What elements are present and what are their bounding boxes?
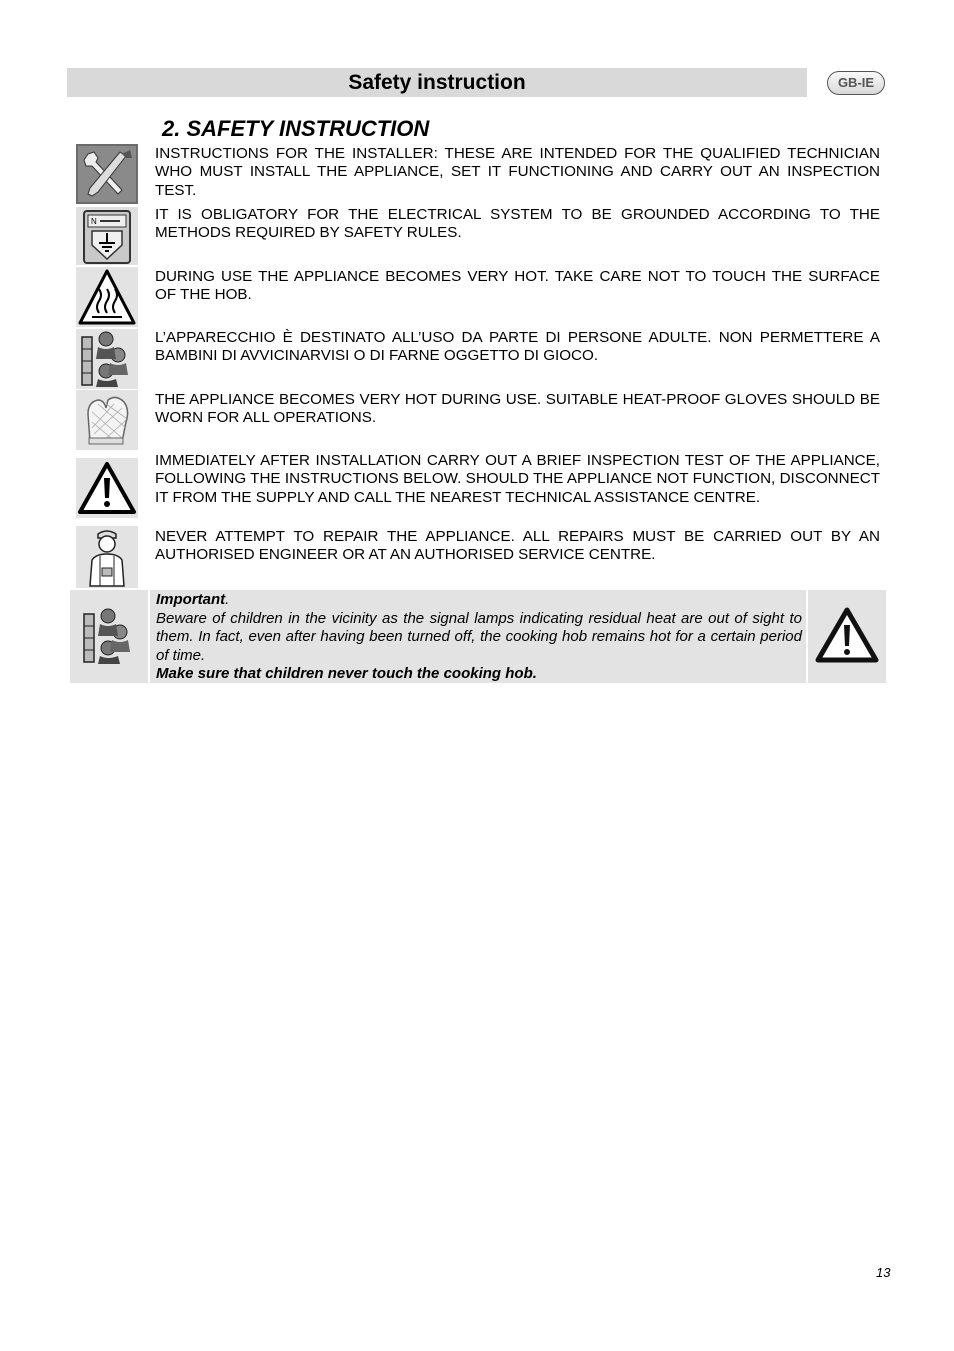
header-bar (67, 68, 807, 97)
important-text-cell (150, 590, 806, 683)
hot-surface-icon (76, 267, 138, 327)
repair-warning-text: NEVER ATTEMPT TO REPAIR THE APPLIANCE. ALL REPAIRS MUST BE CARRIED OUT BY AN AUTHORISED ENGINEER OR AT AN AUTHORISED SERVICE CENTRE. (155, 528, 880, 564)
important-title: Important (156, 591, 226, 608)
important-warning-icon-cell (808, 590, 886, 683)
technician-icon (76, 526, 138, 588)
section-title: 2. SAFETY INSTRUCTION (162, 116, 430, 141)
oven-glove-icon (76, 390, 138, 450)
children-warning-text: L’APPARECCHIO È DESTINATO ALL’USO DA PARTE DI PERSONE ADULTE. NON PERMETTERE A BAMBINI DI AVVICINARVISI O DI FARNE OGGETTO DI GIOCO. (155, 329, 880, 365)
installer-instructions-text: INSTRUCTIONS FOR THE INSTALLER: THESE ARE INTENDED FOR THE QUALIFIED TECHNICIAN WHO MUST INSTALL THE APPLIANCE, SET IT FUNCTIONING AND CARRY OUT AN INSPECTION TEST. (155, 145, 880, 199)
tools-icon (76, 144, 138, 204)
children-icon (70, 590, 148, 683)
language-badge: GB-IE (827, 71, 885, 95)
important-title-punct: . (225, 591, 230, 608)
important-notice (70, 590, 886, 683)
important-body: Beware of children in the vicinity as the signal lamps indicating residual heat are out of sight to them. In fact, even after having been turned off, the cooking hob remains hot for a certain period of time. (156, 609, 802, 664)
grounding-text: IT IS OBLIGATORY FOR THE ELECTRICAL SYSTEM TO BE GROUNDED ACCORDING TO THE METHODS REQUIRED BY SAFETY RULES. (155, 206, 880, 242)
important-children-icon-cell (70, 590, 148, 683)
heat-gloves-text: THE APPLIANCE BECOMES VERY HOT DURING USE. SUITABLE HEAT-PROOF GLOVES SHOULD BE WORN FOR ALL OPERATIONS. (155, 391, 880, 427)
ground-icon (76, 207, 138, 265)
children-icon (76, 329, 138, 389)
warning-icon (76, 458, 138, 518)
page-header-title: Safety instruction (348, 71, 526, 94)
inspection-test-text: IMMEDIATELY AFTER INSTALLATION CARRY OUT A BRIEF INSPECTION TEST OF THE APPLIANCE, FOLLOWING THE INSTRUCTIONS BELOW. SHOULD THE APPLIANCE NOT FUNCTION, DISCONNECT IT FROM THE SUPPLY AND CALL THE NEAREST TECHNICAL ASSISTANCE CENTRE. (155, 452, 880, 506)
hot-surface-text: DURING USE THE APPLIANCE BECOMES VERY HOT. TAKE CARE NOT TO TOUCH THE SURFACE OF THE HOB. (155, 268, 880, 304)
page-number: 13 (876, 1265, 891, 1280)
warning-icon (808, 590, 886, 683)
important-final-note: Make sure that children never touch the cooking hob. (156, 665, 537, 682)
svg-text:N: N (91, 217, 97, 226)
